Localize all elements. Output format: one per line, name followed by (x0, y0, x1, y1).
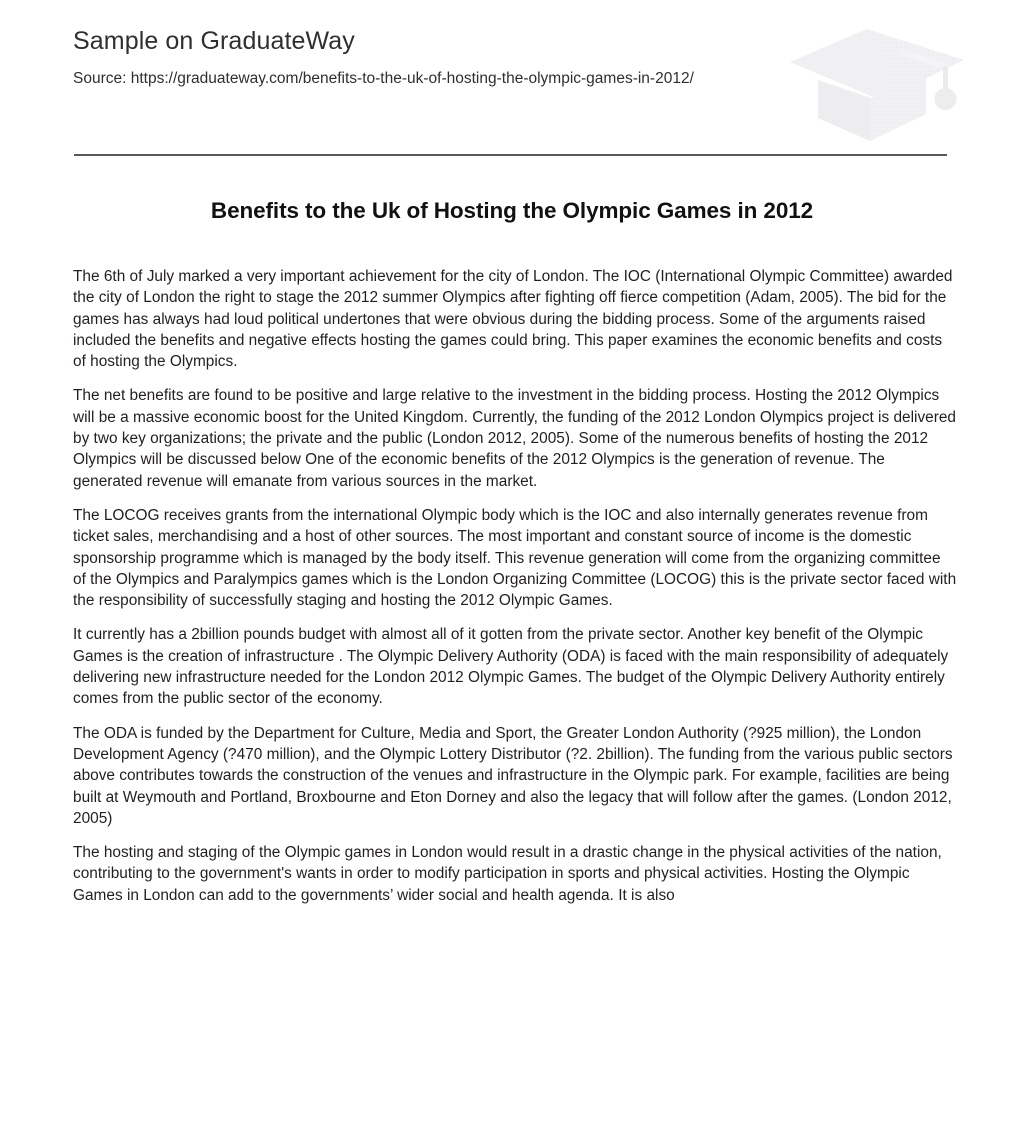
source-url: https://graduateway.com/benefits-to-the-uk-of-hosting-the-olympic-games-in-2012/ (130, 70, 694, 87)
paragraph: The hosting and staging of the Olympic games in London would result in a drastic change in the physical activities of the nation, contributing to the government's wants in order to modify participation in sports and physical activities. Hosting the Olympic Games in London can add to the governments’ wider social and health agenda. It is also (73, 844, 942, 904)
document-body (73, 266, 957, 906)
paragraph: The LOCOG receives grants from the international Olympic body which is the IOC and also internally generates revenue from ticket sales, merchandising and a host of other sources. The most important and constant source of income is the domestic sponsorship programme which is managed by the body itself. This revenue generation will come from the organizing committee of the Olympics and Paralympics games which is the London Organizing Committee (LOCOG) this is the private sector faced with the responsibility of successfully staging and hosting the 2012 Olympic Games. (73, 506, 957, 610)
header-divider (74, 154, 947, 156)
brand-title: Sample on GraduateWay (73, 27, 355, 55)
page-title: Benefits to the Uk of Hosting the Olympic Games in 2012 (210, 198, 814, 223)
paragraph: It currently has a 2billion pounds budget with almost all of it gotten from the private sector. Another key benefit of the Olympic Games is the creation of infrastructure . The Olympic Delivery Authority (ODA) is faced with the main responsibility of adequately delivering new infrastructure needed for the London 2012 Olympic Games. The budget of the Olympic Delivery Authority entirely comes from the public sector of the economy. (73, 626, 949, 708)
paragraph: The 6th of July marked a very important achievement for the city of London. The IOC (International Olympic Committee) awarded the city of London the right to stage the 2012 summer Olympics after fighting off fierce competition (Adam, 2005). The bid for the games has always had loud political undertones that were obvious during the bidding process. Some of the arguments raised included the benefits and negative effects hosting the games could bring. This paper examines the economic benefits and costs of hosting the Olympics. (73, 268, 953, 371)
page-header (0, 0, 1024, 90)
source-line (73, 56, 773, 90)
paragraph: The net benefits are found to be positive and large relative to the investment in the bidding process. Hosting the 2012 Olympics will be a massive economic boost for the United Kingdom. Currently, the funding of the 2012 London Olympics project is delivered by two key organizations; the private and the public (London 2012, 2005). Some of the numerous benefits of hosting the 2012 Olympics will be discussed below One of the economic benefits of the 2012 Olympics is the generation of revenue. The generated revenue will emanate from various sources in the market. (73, 387, 957, 490)
source-label: Source: (73, 70, 127, 87)
paragraph: The ODA is funded by the Department for Culture, Media and Sport, the Greater London Authority (?925 million), the London Development Agency (?470 million), and the Olympic Lottery Distributor (?2. 2billion). The funding from the various public sectors above contributes towards the construction of the venues and infrastructure in the Olympic park. For example, facilities are being built at Weymouth and Portland, Broxbourne and Eton Dorney and also the legacy that will follow after the games. (London 2012, 2005) (73, 724, 953, 827)
